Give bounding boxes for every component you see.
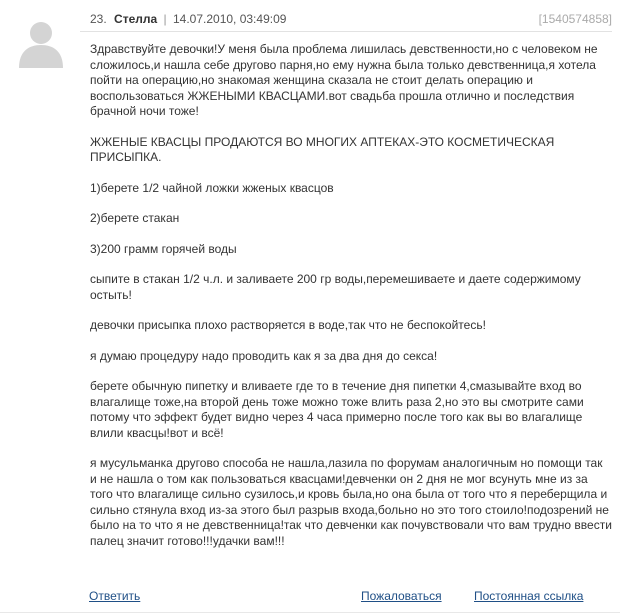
bottom-divider	[0, 612, 620, 613]
comment-paragraph: ЖЖЕНЫЕ КВАСЦЫ ПРОДАЮТСЯ ВО МНОГИХ АПТЕКАХ-ЭТО КОСМЕТИЧЕСКАЯ ПРИСЫПКА.	[90, 134, 555, 164]
comment-author[interactable]: Стелла	[114, 12, 158, 26]
comment-paragraph: 1)берете 1/2 чайной ложки жженых квасцов	[90, 180, 334, 195]
comment-paragraph: берете обычную пипетку и вливаете где то в течение дня пипетки 4,смазывайте вход во влагалище тоже,на второй день тоже можно тоже влить раза 2,но это вы смотрите сами потому что эффект будет видно через 4 часа примерно после того как вы во влагалище влили квасцы!вот и всё!	[90, 379, 584, 440]
comment-actions	[0, 589, 620, 605]
default-user-silhouette-icon	[14, 14, 68, 68]
comment-body	[90, 42, 612, 564]
comment-header	[90, 11, 612, 27]
avatar	[14, 14, 68, 68]
comment-paragraph: 2)берете стакан	[90, 211, 180, 225]
header-separator: |	[163, 12, 167, 26]
comment-number: 23.	[90, 12, 107, 26]
comment-paragraph: Здравствуйте девочки!У меня была проблема лишилась девственности,но с человеком не сложилось,и нашла себе другово парня,но ему нужна была только девственница,я хотела пойти на операцию,но знакомая женщина сказала не стоит делать операцию и воспользоваться ЖЖЕНЫМИ КВАСЦАМИ.вот свадьба прошла отлично и последствия брачной ночи тоже!	[90, 42, 598, 118]
permalink-link[interactable]: Постоянная ссылка	[474, 589, 584, 603]
comment-datetime: 14.07.2010, 03:49:09	[172, 12, 287, 26]
comment-id: [1540574858]	[538, 12, 612, 26]
comment-paragraph: я думаю процедуру надо проводить как я за два дня до секса!	[90, 348, 438, 363]
comment-paragraph: 3)200 грамм горячей воды	[90, 241, 237, 256]
complain-link[interactable]: Пожаловаться	[361, 589, 442, 603]
comment-paragraph: сыпите в стакан 1/2 ч.л. и заливаете 200 гр воды,перемешиваете и даете содержимому остыть!	[90, 272, 581, 302]
reply-link[interactable]: Ответить	[89, 589, 141, 603]
header-divider	[80, 31, 612, 32]
comment-paragraph: девочки присыпка плохо растворяется в воде,так что не беспокойтесь!	[90, 318, 486, 332]
comment-paragraph: я мусульманка другово способа не нашла,лазила по форумам аналогичным но помощи так и не нашла о том как пользоваться квасцами!девченки он 2 дня не мог всунуть мне из за того что влагалище сильно сузилось,и кровь была,но она была от того что я переберщила и сильно стянула вход из-за этого был разрыв входа,больно но это того стоило!подозрений не было на то что я не девственница!так что девченки как почувствовали что вам трудно ввести палец значит готово!!!удачки вам!!!	[90, 456, 612, 548]
